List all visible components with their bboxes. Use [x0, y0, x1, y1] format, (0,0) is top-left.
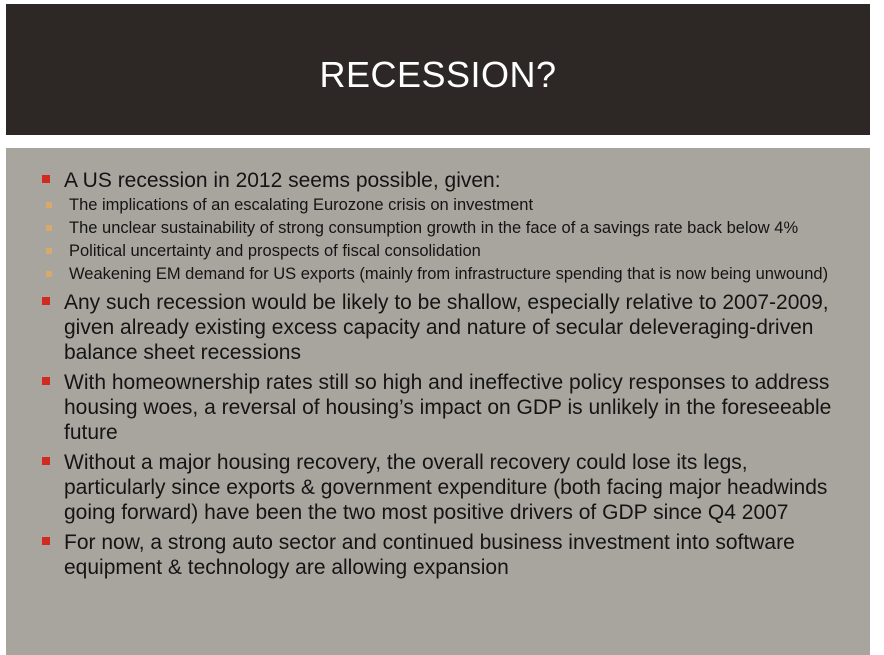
sub-bullet-list: [64, 195, 842, 285]
sub-bullet-item: [64, 241, 842, 262]
square-bullet-icon: [42, 377, 50, 385]
sub-bullet-text: The implications of an escalating Eurozone crisis on investment: [69, 196, 534, 214]
square-sub-bullet-icon: [46, 202, 52, 208]
square-sub-bullet-icon: [46, 225, 52, 231]
square-sub-bullet-icon: [46, 248, 52, 254]
bullet-list: [42, 168, 842, 585]
square-bullet-icon: [42, 175, 50, 183]
content-area: [6, 148, 870, 655]
sub-bullet-text: Political uncertainty and prospects of fiscal consolidation: [69, 242, 481, 260]
sub-bullet-item: [64, 264, 842, 285]
slide-title: RECESSION?: [319, 53, 557, 95]
bullet-text: Without a major housing recovery, the overall recovery could lose its legs, particularly since exports & government expenditure (both facing major headwinds going forward) have been the two most positive drivers of GDP since Q4 2007: [64, 451, 828, 524]
sub-bullet-text: Weakening EM demand for US exports (mainly from infrastructure spending that is now being unwound): [69, 265, 829, 283]
title-bar: [6, 4, 870, 135]
square-bullet-icon: [42, 537, 50, 545]
square-sub-bullet-icon: [46, 271, 52, 277]
square-bullet-icon: [42, 297, 50, 305]
bullet-item: [42, 168, 842, 285]
bullet-item: [42, 530, 842, 580]
bullet-item: [42, 450, 842, 525]
bullet-text: For now, a strong auto sector and continued business investment into software equipment & technology are allowing expansion: [64, 531, 795, 579]
square-bullet-icon: [42, 457, 50, 465]
bullet-item: [42, 370, 842, 445]
bullet-text: A US recession in 2012 seems possible, given:: [64, 169, 501, 192]
sub-bullet-item: [64, 195, 842, 216]
bullet-text: Any such recession would be likely to be shallow, especially relative to 2007-2009, given already existing excess capacity and nature of secular deleveraging-driven balance sheet recessions: [64, 291, 829, 364]
sub-bullet-text: The unclear sustainability of strong consumption growth in the face of a savings rate back below 4%: [69, 219, 799, 237]
sub-bullet-item: [64, 218, 842, 239]
bullet-item: [42, 290, 842, 365]
bullet-text: With homeownership rates still so high and ineffective policy responses to address housing woes, a reversal of housing’s impact on GDP is unlikely in the foreseeable future: [64, 371, 832, 444]
